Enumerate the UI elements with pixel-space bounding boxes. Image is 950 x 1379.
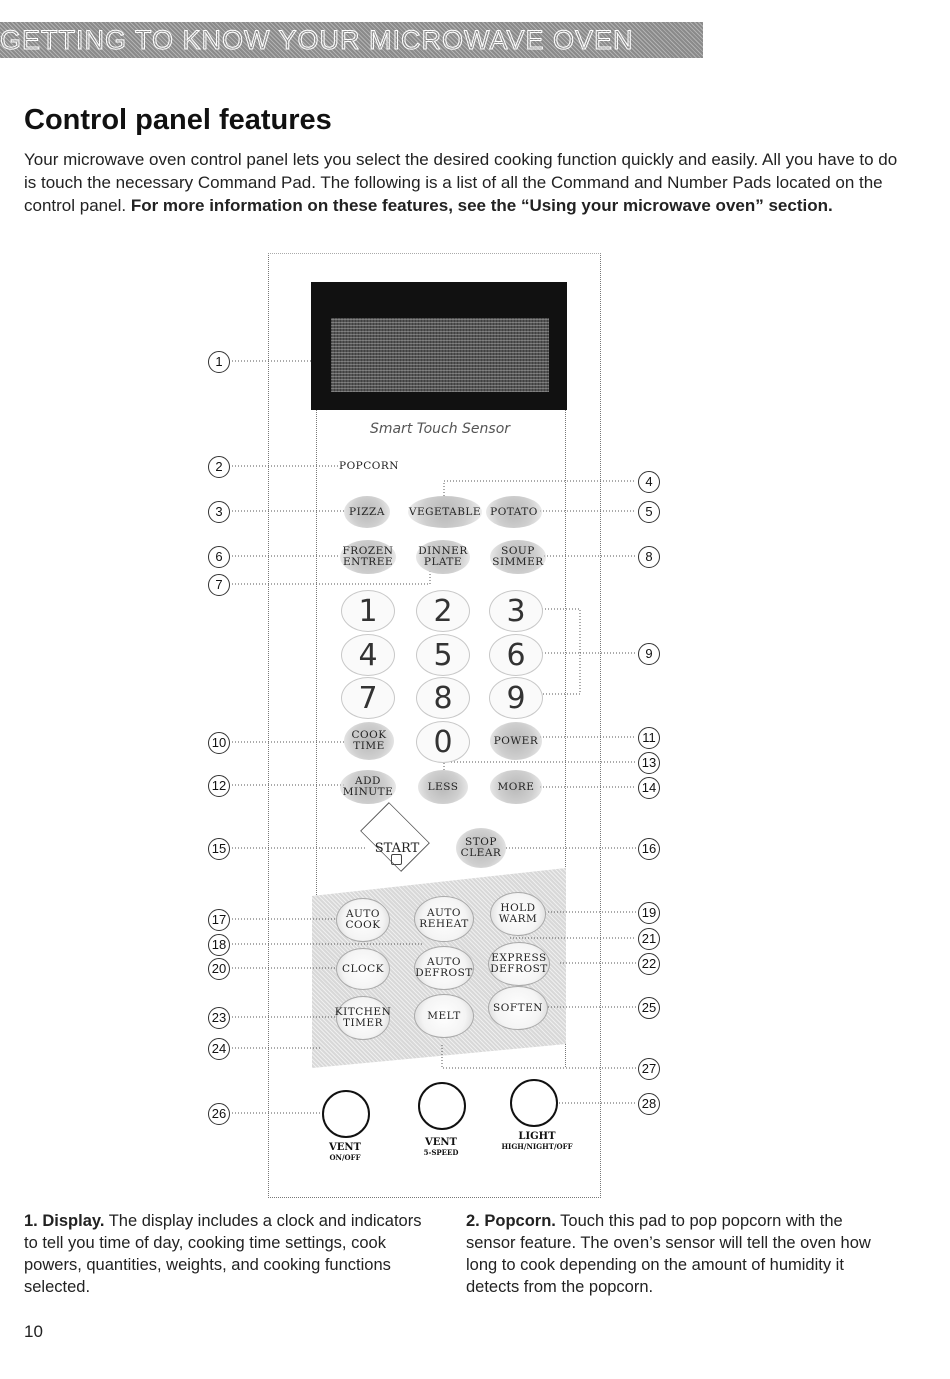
description-display: [24, 1210, 424, 1298]
dinner-plate-pad[interactable]: DINNER PLATE: [416, 540, 470, 574]
description-popcorn-text: Touch this pad to pop popcorn with the sensor feature. The oven’s sensor will tell the oven how long to cook depending on the amount of humidity it detects from the popcorn.: [466, 1212, 871, 1296]
callout-24: 24: [208, 1038, 230, 1060]
callout-8: 8: [638, 546, 660, 568]
number-pad-1[interactable]: 1: [341, 590, 395, 632]
light-label: [490, 1132, 584, 1152]
less-pad[interactable]: LESS: [418, 770, 468, 804]
vent-speed-button[interactable]: [418, 1082, 466, 1130]
number-pad-2[interactable]: 2: [416, 590, 470, 632]
power-pad[interactable]: POWER: [490, 722, 542, 760]
vegetable-pad[interactable]: VEGETABLE: [408, 496, 482, 528]
callout-27: 27: [638, 1058, 660, 1080]
vent-on-off-label-sub: ON/OFF: [329, 1153, 361, 1162]
callout-17: 17: [208, 909, 230, 931]
description-popcorn-number: 2.: [466, 1212, 480, 1230]
page-title: Control panel features: [24, 104, 332, 136]
light-button[interactable]: [510, 1079, 558, 1127]
callout-1: 1: [208, 351, 230, 373]
callout-26: 26: [208, 1103, 230, 1125]
vent-speed-label: [408, 1138, 474, 1158]
callout-3: 3: [208, 501, 230, 523]
callout-28: 28: [638, 1093, 660, 1115]
frozen-entree-pad[interactable]: FROZEN ENTREE: [340, 540, 396, 574]
callout-20: 20: [208, 958, 230, 980]
callout-13: 13: [638, 752, 660, 774]
vent-speed-label-sub: 5-SPEED: [423, 1148, 459, 1157]
callout-25: 25: [638, 997, 660, 1019]
cook-time-pad[interactable]: COOK TIME: [344, 722, 394, 760]
kitchen-timer-pad[interactable]: KITCHEN TIMER: [336, 996, 390, 1040]
start-pad[interactable]: START: [374, 840, 420, 856]
light-label-sub: HIGH/NIGHT/OFF: [501, 1142, 573, 1151]
number-pad-0[interactable]: 0: [416, 721, 470, 763]
soup-simmer-pad[interactable]: SOUP SIMMER: [490, 540, 546, 574]
callout-14: 14: [638, 777, 660, 799]
page-number: 10: [24, 1322, 43, 1341]
express-defrost-pad[interactable]: EXPRESS DEFROST: [488, 942, 550, 986]
callout-7: 7: [208, 574, 230, 596]
number-pad-6[interactable]: 6: [489, 634, 543, 676]
lock-icon: [391, 854, 402, 865]
section-banner-text: GETTING TO KNOW YOUR MICROWAVE OVEN: [0, 25, 634, 55]
stop-clear-pad[interactable]: STOP CLEAR: [456, 828, 506, 868]
callout-10: 10: [208, 732, 230, 754]
hold-warm-pad[interactable]: HOLD WARM: [490, 892, 546, 936]
vent-on-off-label: [314, 1143, 376, 1163]
callout-19: 19: [638, 902, 660, 924]
number-pad-4[interactable]: 4: [341, 634, 395, 676]
number-pad-8[interactable]: 8: [416, 677, 470, 719]
callout-9: 9: [638, 643, 660, 665]
melt-pad[interactable]: MELT: [414, 994, 474, 1038]
auto-defrost-pad[interactable]: AUTO DEFROST: [414, 946, 474, 990]
intro-text: Your microwave oven control panel lets you select the desired cooking function quickly and easily. All you have to do is touch the necessary Command Pad. The following is a list of all the Command and Number Pads located on the control panel.: [24, 150, 898, 215]
vent-on-off-button[interactable]: [322, 1090, 370, 1138]
auto-cook-pad[interactable]: AUTO COOK: [336, 898, 390, 942]
callout-15: 15: [208, 838, 230, 860]
callout-22: 22: [638, 953, 660, 975]
callout-2: 2: [208, 456, 230, 478]
vent-speed-label-main: VENT: [425, 1137, 457, 1148]
auto-reheat-pad[interactable]: AUTO REHEAT: [414, 896, 474, 942]
light-label-main: LIGHT: [518, 1131, 556, 1142]
callout-12: 12: [208, 775, 230, 797]
number-pad-3[interactable]: 3: [489, 590, 543, 632]
callout-21: 21: [638, 928, 660, 950]
potato-pad[interactable]: POTATO: [486, 496, 542, 528]
callout-11: 11: [638, 727, 660, 749]
callout-16: 16: [638, 838, 660, 860]
description-display-number: 1.: [24, 1212, 38, 1230]
pizza-pad[interactable]: PIZZA: [344, 496, 390, 528]
soften-pad[interactable]: SOFTEN: [488, 986, 548, 1030]
callout-18: 18: [208, 934, 230, 956]
number-pad-9[interactable]: 9: [489, 677, 543, 719]
number-pad-7[interactable]: 7: [341, 677, 395, 719]
more-pad[interactable]: MORE: [490, 770, 542, 804]
callout-23: 23: [208, 1007, 230, 1029]
callout-4: 4: [638, 471, 660, 493]
description-display-title: Display.: [42, 1212, 105, 1230]
callout-6: 6: [208, 546, 230, 568]
description-popcorn: [466, 1210, 876, 1298]
clock-pad[interactable]: CLOCK: [336, 948, 390, 990]
popcorn-pad[interactable]: POPCORN: [339, 459, 399, 472]
description-display-text: The display includes a clock and indicators to tell you time of day, cooking time settings, cook powers, quantities, weights, and cooking functions selected.: [24, 1212, 422, 1296]
callout-5: 5: [638, 501, 660, 523]
intro-bold-text: For more information on these features, see the “Using your microwave oven” section.: [130, 196, 833, 215]
description-popcorn-title: Popcorn.: [484, 1212, 556, 1230]
number-pad-5[interactable]: 5: [416, 634, 470, 676]
add-minute-pad[interactable]: ADD MINUTE: [340, 770, 396, 804]
vent-on-off-label-main: VENT: [329, 1142, 361, 1153]
brand-label: Smart Touch Sensor: [369, 421, 511, 437]
